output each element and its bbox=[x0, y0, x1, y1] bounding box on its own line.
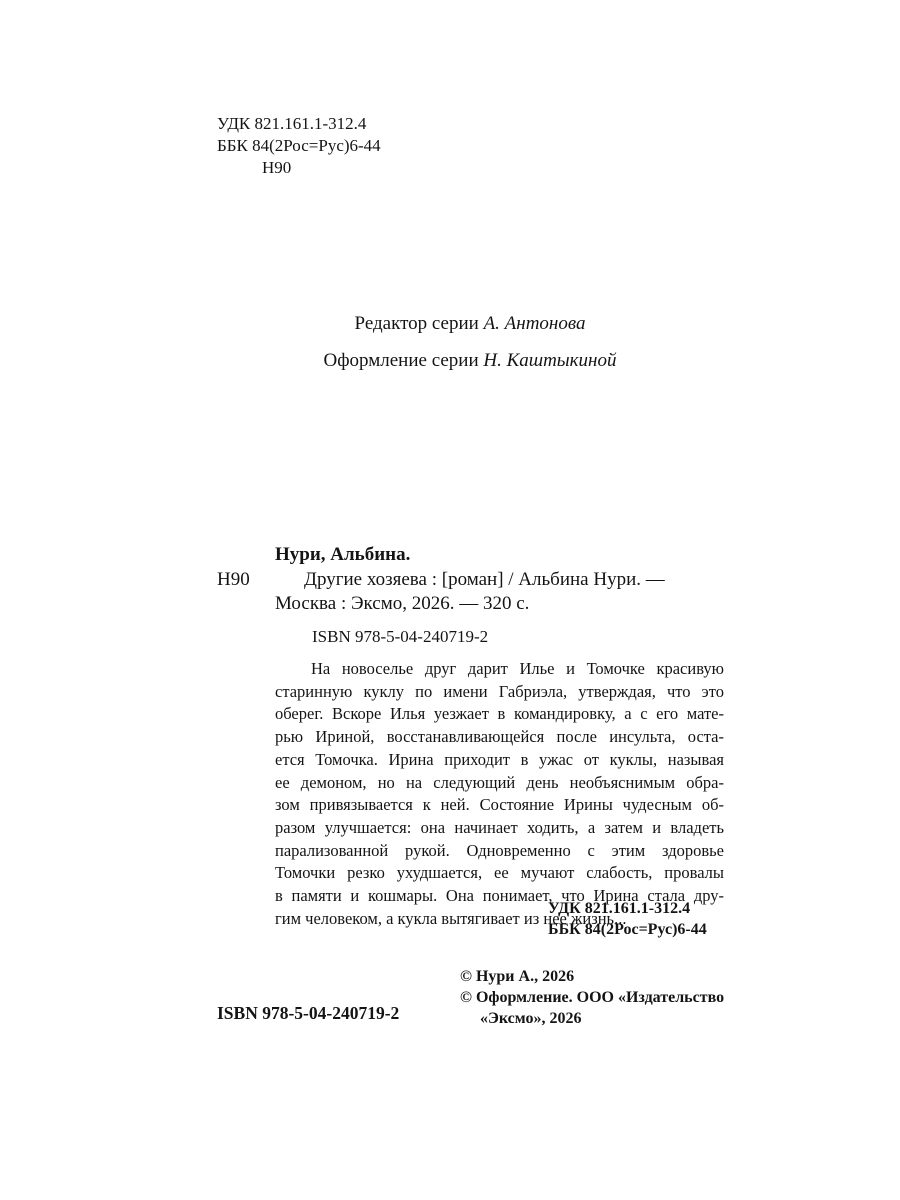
series-design-label: Оформление серии bbox=[323, 350, 479, 371]
series-editor-name: А. Антонова bbox=[483, 313, 586, 334]
abstract-line: в памяти и кошмары. Она понимает, что Ирина стала дру- bbox=[275, 886, 724, 906]
classification-block bbox=[217, 113, 381, 179]
udk-code: УДК 821.161.1-312.4 bbox=[217, 114, 367, 133]
bbk-code: ББК 84(2Рос=Рус)6-44 bbox=[217, 136, 381, 155]
copyright-design: © Оформление. ООО «Издательство bbox=[460, 989, 725, 1006]
abstract-line: парализованной рукой. Одновременно с этим здоровье bbox=[275, 840, 724, 860]
series-design bbox=[0, 350, 900, 372]
abstract-line: ее демоном, но на следующий день необъяснимым обра- bbox=[275, 772, 724, 792]
record-author: Нури, Альбина. bbox=[275, 544, 411, 565]
series-editor-label: Редактор серии bbox=[354, 313, 479, 334]
abstract-line: рью Ириной, восстанавливающейся после инсульта, оста- bbox=[275, 727, 724, 747]
abstract-line: Томочки резко ухудшается, ее мучают слабость, провалы bbox=[275, 863, 724, 883]
record-isbn: ISBN 978-5-04-240719-2 bbox=[312, 627, 489, 646]
record-title: Другие хозяева : [роман] / Альбина Нури. — bbox=[304, 569, 665, 590]
abstract-line: гим человеком, а кукла вытягивает из нее жизнь... bbox=[275, 908, 627, 928]
record-publication: Москва : Эксмо, 2026. — 320 с. bbox=[275, 593, 530, 614]
bottom-bbk-code: ББК 84(2Рос=Рус)6-44 bbox=[548, 921, 707, 938]
abstract-line: старинную куклу по имени Габриэла, утверждая, что это bbox=[275, 681, 724, 701]
copyright-author: © Нури А., 2026 bbox=[460, 968, 575, 985]
abstract-line: разом улучшается: она начинает ходить, а затем и владеть bbox=[275, 817, 724, 837]
abstract-line: оберег. Вскоре Илья уезжает в командировку, а с его мате- bbox=[275, 704, 724, 724]
record-code: Н90 bbox=[217, 569, 250, 590]
series-design-name: Н. Каштыкиной bbox=[483, 350, 617, 371]
abstract-line: На новоселье друг дарит Илье и Томочке красивую bbox=[311, 659, 724, 678]
isbn-bottom: ISBN 978-5-04-240719-2 bbox=[217, 1003, 400, 1023]
abstract-text bbox=[275, 658, 724, 930]
series-editor bbox=[0, 313, 900, 335]
copyright-block bbox=[460, 966, 724, 1029]
bottom-udk-code: УДК 821.161.1-312.4 bbox=[548, 900, 691, 917]
abstract-line: ется Томочка. Ирина приходит в ужас от куклы, называя bbox=[275, 749, 724, 769]
abstract-line: зом привязывается к ней. Состояние Ирины чудесным об- bbox=[275, 795, 724, 815]
author-mark: Н90 bbox=[262, 158, 292, 177]
bottom-classification bbox=[548, 898, 707, 940]
copyright-design-cont: «Эксмо», 2026 bbox=[480, 1010, 582, 1027]
